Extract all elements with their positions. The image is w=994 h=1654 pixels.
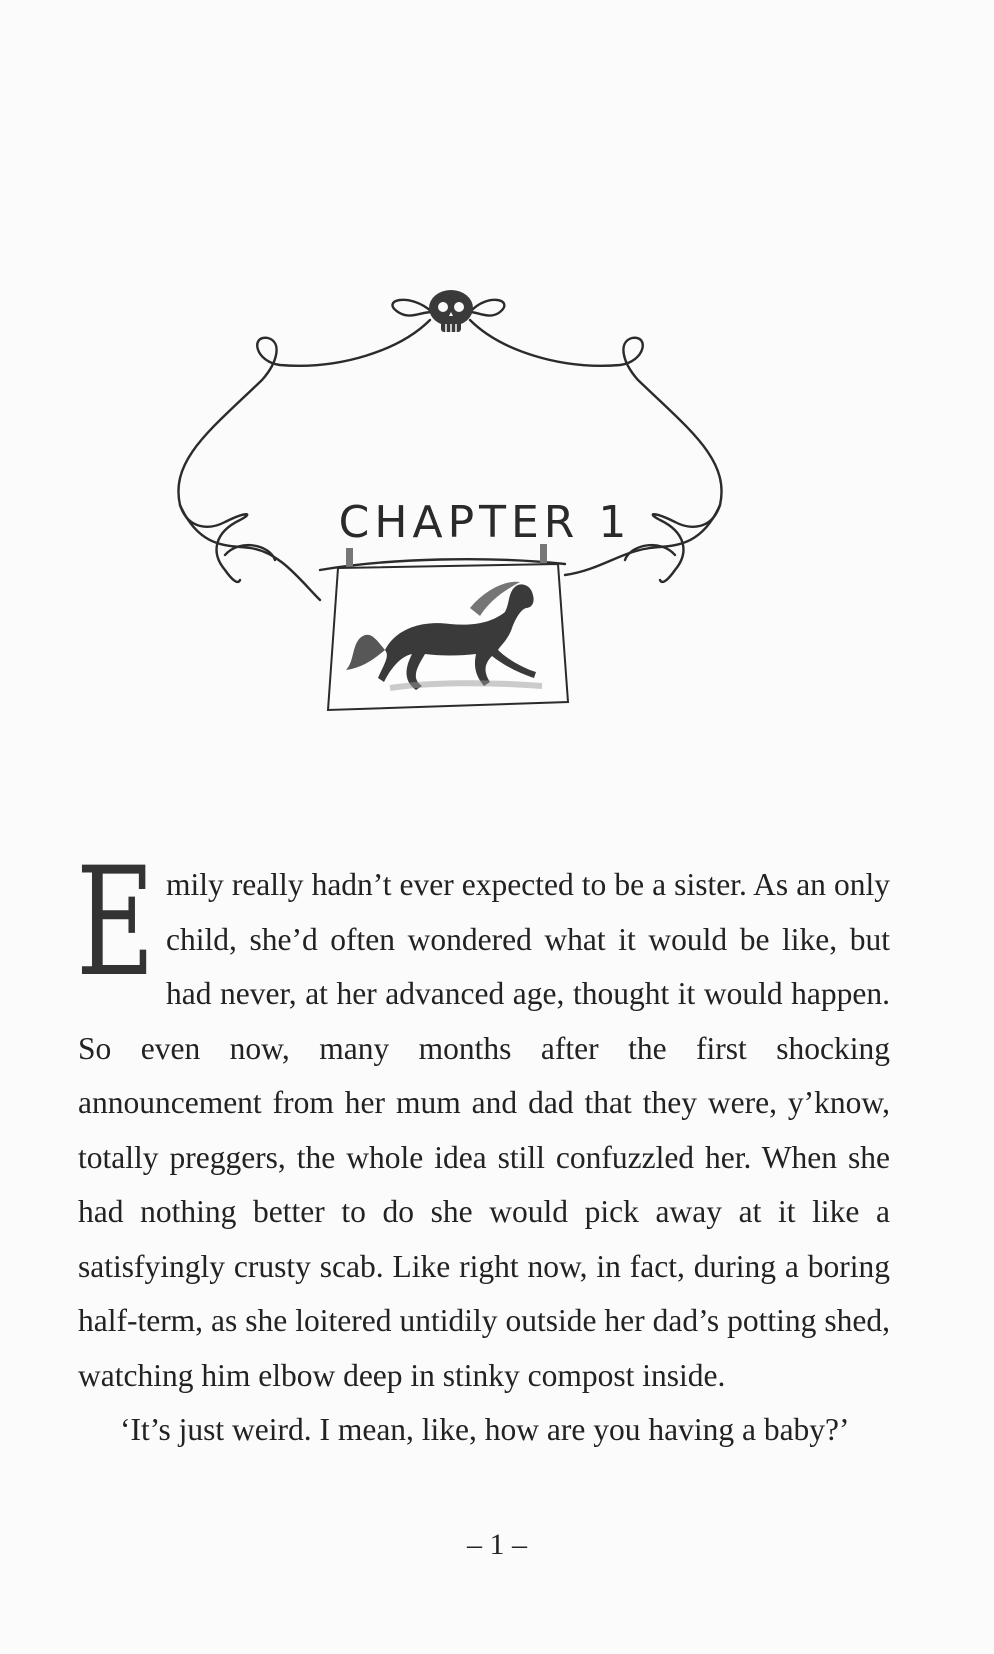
body-text xyxy=(76,836,890,1458)
top-left-curl xyxy=(392,300,432,316)
skull-icon xyxy=(429,290,473,332)
page-number: – 1 – xyxy=(467,1528,527,1561)
paragraph-2: ‘It’s just weird. I mean, like, how are you having a baby?’ xyxy=(120,1412,850,1447)
paragraph-1 xyxy=(76,836,890,1403)
chapter-title: CHAPTER 1 xyxy=(338,497,632,549)
top-right-curl xyxy=(470,300,504,316)
drop-cap: E xyxy=(76,836,155,1010)
paragraph-1-text: mily really hadn’t ever expected to be a sister. As an only child, she’d often wondered what it would be like, but had never, at her advanced age, thought it would happen. So even now, many months after the first shocking announcement from her mum and dad that they were, y’know, totally preggers, the whole idea still confuzzled her. When she had nothing better to do she would pick away at it like a satisfyingly crusty scab. Like right now, in fact, during a boring half-term, as she loitered untidily outside her dad’s potting shed, watching him elbow deep in stinky compost inside. xyxy=(78,867,890,1393)
frame-left-lower xyxy=(180,505,320,600)
hanging-picture xyxy=(328,564,568,710)
